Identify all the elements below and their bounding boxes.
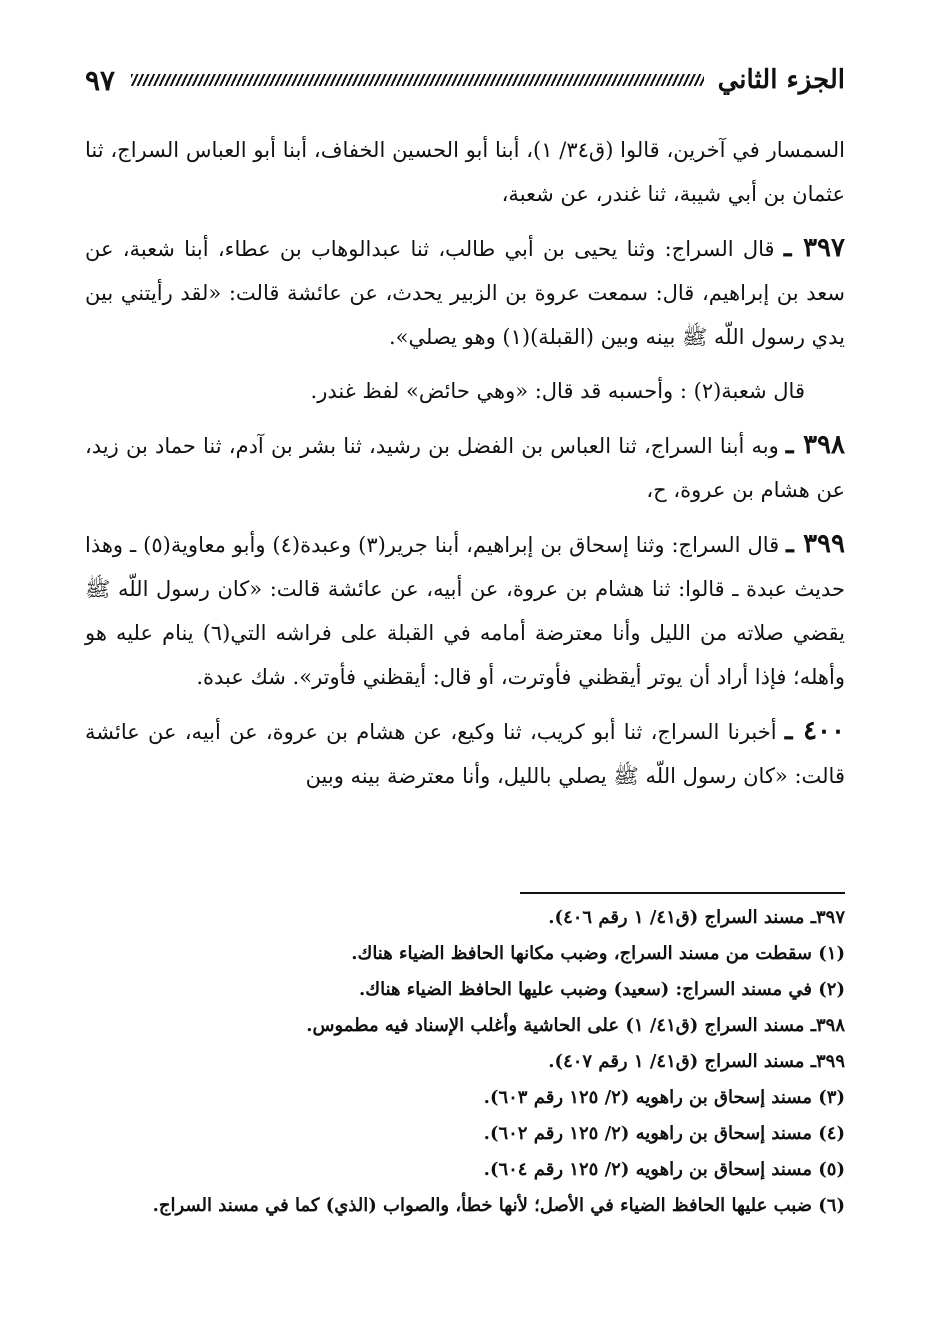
footnote: (١) سقطت من مسند السراج، وضبب مكانها الحافظ الضياء هناك. (351, 943, 845, 964)
hadith-398 (85, 423, 845, 512)
footnote: ٣٩٩ـ مسند السراج (ق٤١/ ١ رقم ٤٠٧). (548, 1051, 845, 1072)
footnote: (٤) مسند إسحاق بن راهويه (٢/ ١٢٥ رقم ٦٠٢). (483, 1123, 845, 1144)
hadith-397 (85, 226, 845, 359)
hadith-text: وبه أبنا السراج، ثنا العباس بن الفضل بن رشيد، ثنا بشر بن آدم، ثنا حماد بن زيد، عن هشام بن عروة، ح، (85, 434, 845, 502)
footnote-separator (520, 892, 845, 894)
running-header (85, 58, 845, 102)
hadith-number: ٣٩٨ ـ (785, 430, 845, 460)
page-number: ٩٧ (85, 63, 116, 97)
hadith-number: ٣٩٧ ـ (783, 233, 845, 263)
hadith-number: ٣٩٩ ـ (786, 529, 845, 559)
hadith-text: أخبرنا السراج، ثنا أبو كريب، ثنا وكيع، عن هشام بن عروة، عن أبيه، عن عائشة قالت: «كان رسول اللّه ﷺ يصلي بالليل، وأنا معترضة بينه وبين (85, 720, 845, 788)
footnote: ٣٩٨ـ مسند السراج (ق٤١/ ١) على الحاشية وأغلب الإسناد فيه مطموس. (306, 1015, 845, 1036)
volume-title: الجزء الثاني (717, 65, 845, 95)
hadith-400 (85, 709, 845, 798)
footnote: (٢) في مسند السراج: (سعيد) وضبب عليها الحافظ الضياء هناك. (359, 979, 845, 1000)
main-text (85, 128, 845, 808)
hadith-399 (85, 522, 845, 699)
header-rule (131, 74, 704, 86)
paragraph: السمسار في آخرين، قالوا (ق٣٤/ ١)، أبنا أبو الحسين الخفاف، أبنا أبو العباس السراج، ثنا عثمان بن أبي شيبة، ثنا غندر، عن شعبة، (85, 138, 845, 206)
paragraph: قال شعبة(٢) : وأحسبه قد قال: «وهي حائض» لفظ غندر. (310, 379, 805, 403)
hadith-number: ٤٠٠ ـ (784, 716, 845, 746)
footnotes (85, 900, 845, 1224)
footnote: (٥) مسند إسحاق بن راهويه (٢/ ١٢٥ رقم ٦٠٤). (483, 1159, 845, 1180)
footnote: (٦) ضبب عليها الحافظ الضياء في الأصل؛ لأنها خطأ، والصواب (الذي) كما في مسند السراج. (152, 1195, 845, 1216)
hadith-text: قال السراج: وثنا يحيى بن أبي طالب، ثنا عبدالوهاب بن عطاء، أبنا شعبة، عن سعد بن إبراهيم، قال: سمعت عروة بن الزبير يحدث، عن عائشة قالت: «لقد رأيتني بين يدي رسول اللّه ﷺ بينه وبين (القبلة)(١) وهو يصلي». (85, 237, 845, 349)
footnote: (٣) مسند إسحاق بن راهويه (٢/ ١٢٥ رقم ٦٠٣). (483, 1087, 845, 1108)
hadith-text: قال السراج: وثنا إسحاق بن إبراهيم، أبنا جرير(٣) وعبدة(٤) وأبو معاوية(٥) ـ وهذا حديث عبدة ـ قالوا: ثنا هشام بن عروة، عن أبيه، عن عائشة قالت: «كان رسول اللّه ﷺ يقضي صلاته من الليل وأنا معترضة أمامه في القبلة على فراشه التي(٦) ينام عليه هو وأهله؛ فإذا أراد أن يوتر أيقظني فأوترت، أو قال: أيقظني فأوتر». شك عبدة. (85, 533, 845, 689)
footnote: ٣٩٧ـ مسند السراج (ق٤١/ ١ رقم ٤٠٦). (548, 907, 845, 928)
